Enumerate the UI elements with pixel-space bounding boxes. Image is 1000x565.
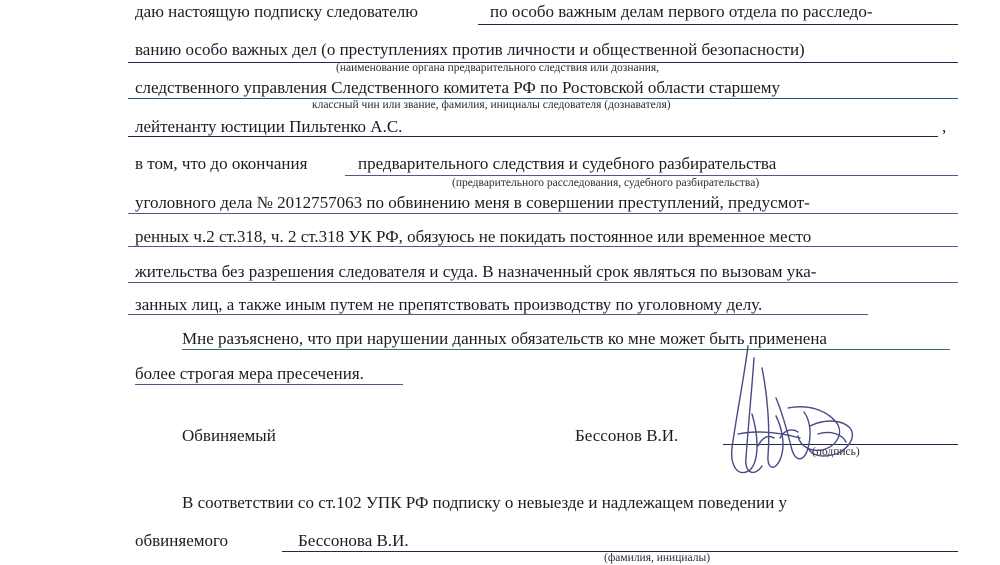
accused-label: Обвиняемый — [182, 426, 276, 445]
body-line-3-underline — [128, 282, 958, 283]
body-line-2-underline — [128, 246, 958, 247]
body-line-4-underline — [128, 314, 868, 315]
explanation-line-2: более строгая мера пресечения. — [135, 364, 364, 383]
closing-prefix: обвиняемого — [135, 531, 229, 550]
closing-accused-name: Бессонова В.И. — [298, 531, 409, 550]
caption-proceedings: (предварительного расследования, судебного разбирательства) — [452, 177, 760, 189]
line3-text: следственного управления Следственного комитета РФ по Ростовской области старшему — [135, 78, 781, 97]
body-line-3: жительства без разрешения следователя и суда. В назначенный срок являться по вызовам ука- — [135, 262, 817, 281]
signature-caption: (подпись) — [812, 446, 860, 458]
body-line-1-underline — [128, 213, 958, 214]
body-line-4: занных лиц, а также иным путем не препятствовать производству по уголовному делу. — [135, 295, 763, 314]
line5-fill: предварительного следствия и судебного разбирательства — [358, 154, 777, 173]
body-line-1: уголовного дела № 2012757063 по обвинению меня в совершении преступлений, предусмот- — [135, 193, 810, 212]
accused-name: Бессонов В.И. — [575, 426, 679, 445]
line4-text: лейтенанту юстиции Пильтенко А.С. — [135, 117, 403, 136]
line4-underline — [128, 136, 938, 137]
closing-text: В соответствии со ст.102 УПК РФ подписку о невыезде и надлежащем поведении у — [182, 493, 788, 512]
body-line-2: ренных ч.2 ст.318, ч. 2 ст.318 УК РФ, обязуюсь не покидать постоянное или временное место — [135, 227, 812, 246]
handwritten-signature — [718, 338, 868, 488]
explanation-line-2-underline — [135, 384, 403, 385]
line4-comma: , — [942, 117, 947, 136]
caption-investigation-body: (наименование органа предварительного следствия или дознания, — [336, 62, 660, 74]
line2-text: ванию особо важных дел (о преступлениях против личности и общественной безопасности) — [135, 40, 805, 59]
line5-underline — [345, 175, 958, 176]
line1-prefix: даю настоящую подписку следователю — [135, 2, 418, 21]
line1-fill: по особо важным делам первого отдела по расследо- — [490, 2, 873, 21]
line5-prefix: в том, что до окончания — [135, 154, 308, 173]
explanation-line-1: Мне разъяснено, что при нарушении данных обязательств ко мне может быть применена — [182, 329, 827, 348]
caption-investigator: классный чин или звание, фамилия, инициалы следователя (дознавателя) — [312, 99, 671, 111]
line1-underline — [478, 24, 958, 25]
closing-caption: (фамилия, инициалы) — [604, 552, 711, 564]
